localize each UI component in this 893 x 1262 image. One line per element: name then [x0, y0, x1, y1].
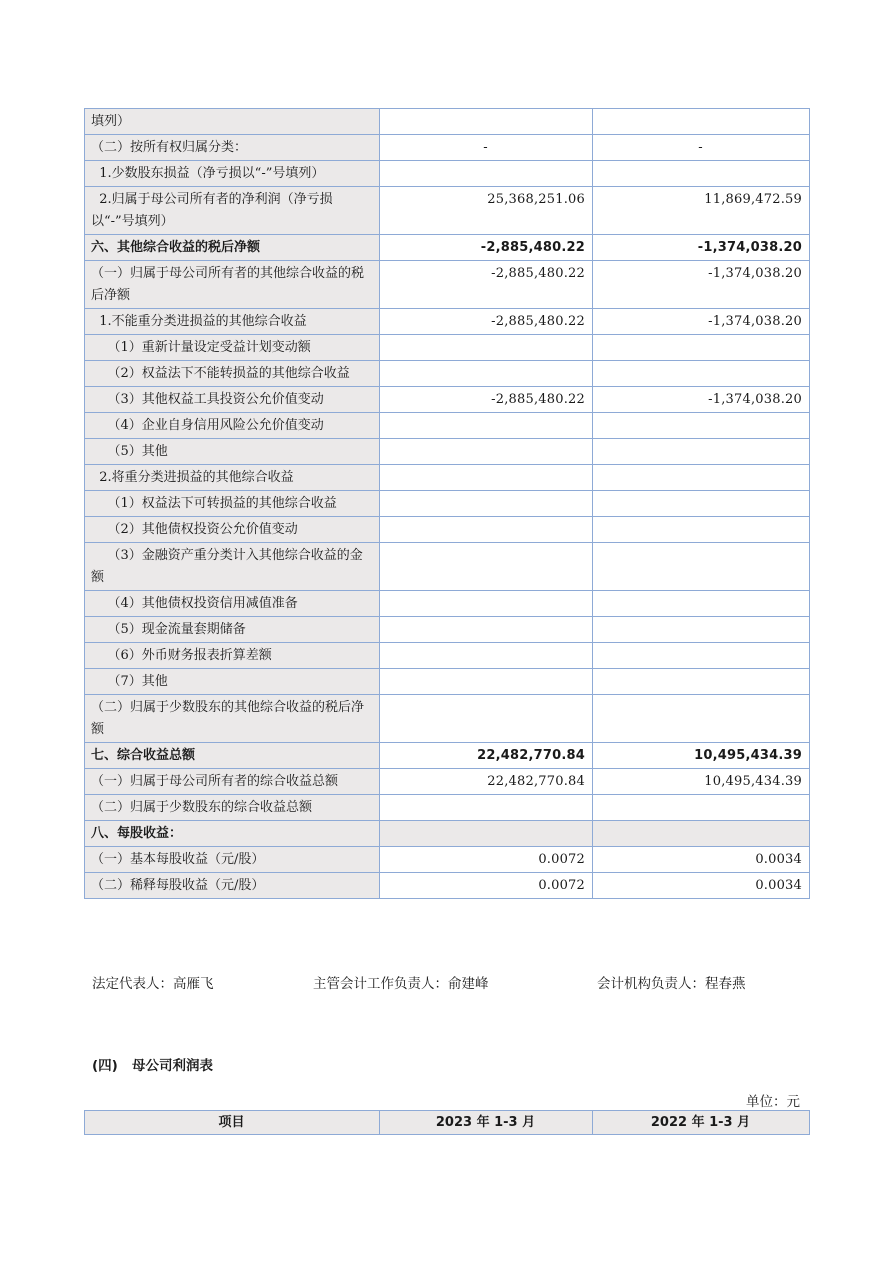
table-row	[85, 491, 810, 517]
table-row	[85, 743, 810, 769]
row-label: （5）现金流量套期储备	[85, 617, 380, 643]
value-2023: 25,368,251.06	[380, 187, 593, 235]
row-label: （二）按所有权归属分类：	[85, 135, 380, 161]
value-2022	[593, 695, 810, 743]
parent-income-statement-header	[84, 1110, 810, 1135]
table-row	[85, 669, 810, 695]
income-statement-table	[84, 108, 810, 899]
value-2023	[380, 795, 593, 821]
table-row	[85, 465, 810, 491]
value-2022	[593, 335, 810, 361]
row-label: 2.归属于母公司所有者的净利润（净亏损以“-”号填列）	[85, 187, 380, 235]
table-row	[85, 769, 810, 795]
row-label: 填列）	[85, 109, 380, 135]
section-title: (四) 母公司利润表	[92, 1058, 213, 1074]
value-2023	[380, 517, 593, 543]
table-row	[85, 795, 810, 821]
table-row	[85, 387, 810, 413]
value-2023: 0.0072	[380, 847, 593, 873]
value-2022	[593, 491, 810, 517]
value-2022: 0.0034	[593, 873, 810, 899]
value-2023: -2,885,480.22	[380, 261, 593, 309]
value-2022	[593, 669, 810, 695]
value-2023: -2,885,480.22	[380, 387, 593, 413]
table-row	[85, 187, 810, 235]
value-2022: 10,495,434.39	[593, 743, 810, 769]
header-2023: 2023 年 1-3 月	[380, 1111, 593, 1135]
row-label: （3）其他权益工具投资公允价值变动	[85, 387, 380, 413]
table-row	[85, 439, 810, 465]
accounting-head: 主管会计工作负责人：俞建峰	[313, 976, 489, 992]
value-2023	[380, 617, 593, 643]
value-2023	[380, 543, 593, 591]
row-label: （二）归属于少数股东的综合收益总额	[85, 795, 380, 821]
table-row	[85, 591, 810, 617]
row-label: （4）企业自身信用风险公允价值变动	[85, 413, 380, 439]
table-row	[85, 235, 810, 261]
row-label: （二）归属于少数股东的其他综合收益的税后净额	[85, 695, 380, 743]
row-label: 八、每股收益：	[85, 821, 380, 847]
value-2022: -1,374,038.20	[593, 235, 810, 261]
value-2022: 10,495,434.39	[593, 769, 810, 795]
table-row	[85, 109, 810, 135]
value-2022: -	[593, 135, 810, 161]
value-2022	[593, 413, 810, 439]
value-2022	[593, 361, 810, 387]
value-2023	[380, 695, 593, 743]
header-item: 项目	[85, 1111, 380, 1135]
row-label: （3）金融资产重分类计入其他综合收益的金额	[85, 543, 380, 591]
value-2023	[380, 335, 593, 361]
value-2023	[380, 465, 593, 491]
value-2022: -1,374,038.20	[593, 309, 810, 335]
value-2023: 22,482,770.84	[380, 743, 593, 769]
table-row	[85, 643, 810, 669]
row-label: （一）归属于母公司所有者的其他综合收益的税后净额	[85, 261, 380, 309]
row-label: （7）其他	[85, 669, 380, 695]
value-2023	[380, 669, 593, 695]
table-row	[85, 413, 810, 439]
value-2023: -	[380, 135, 593, 161]
table-row	[85, 309, 810, 335]
value-2022: -1,374,038.20	[593, 261, 810, 309]
row-label: （1）重新计量设定受益计划变动额	[85, 335, 380, 361]
table-row	[85, 695, 810, 743]
table-row	[85, 517, 810, 543]
value-2022: 0.0034	[593, 847, 810, 873]
table-row	[85, 161, 810, 187]
value-2022: -1,374,038.20	[593, 387, 810, 413]
value-2023	[380, 361, 593, 387]
value-2022: 11,869,472.59	[593, 187, 810, 235]
table-row	[85, 543, 810, 591]
value-2023	[380, 161, 593, 187]
value-2023	[380, 821, 593, 847]
value-2023: -2,885,480.22	[380, 235, 593, 261]
table-row	[85, 335, 810, 361]
value-2023	[380, 413, 593, 439]
row-label: （一）归属于母公司所有者的综合收益总额	[85, 769, 380, 795]
table-row	[85, 847, 810, 873]
value-2023	[380, 643, 593, 669]
table-row	[85, 135, 810, 161]
unit-label: 单位：元	[746, 1094, 800, 1110]
value-2022	[593, 109, 810, 135]
row-label: （2）权益法下不能转损益的其他综合收益	[85, 361, 380, 387]
row-label: 1.少数股东损益（净亏损以“-”号填列）	[85, 161, 380, 187]
row-label: （二）稀释每股收益（元/股）	[85, 873, 380, 899]
value-2022	[593, 591, 810, 617]
value-2023: 0.0072	[380, 873, 593, 899]
value-2023	[380, 591, 593, 617]
table-row	[85, 821, 810, 847]
table-row	[85, 873, 810, 899]
table-row	[85, 361, 810, 387]
value-2022	[593, 465, 810, 491]
row-label: （1）权益法下可转损益的其他综合收益	[85, 491, 380, 517]
table-row	[85, 617, 810, 643]
value-2023: -2,885,480.22	[380, 309, 593, 335]
row-label: （4）其他债权投资信用减值准备	[85, 591, 380, 617]
value-2023	[380, 491, 593, 517]
header-2022: 2022 年 1-3 月	[593, 1111, 810, 1135]
value-2022	[593, 517, 810, 543]
row-label: （6）外币财务报表折算差额	[85, 643, 380, 669]
value-2022	[593, 439, 810, 465]
value-2022	[593, 161, 810, 187]
value-2022	[593, 643, 810, 669]
row-label: （5）其他	[85, 439, 380, 465]
value-2022	[593, 821, 810, 847]
value-2022	[593, 617, 810, 643]
value-2023	[380, 109, 593, 135]
row-label: 1.不能重分类进损益的其他综合收益	[85, 309, 380, 335]
legal-representative: 法定代表人：高雁飞	[92, 976, 214, 992]
row-label: 六、其他综合收益的税后净额	[85, 235, 380, 261]
value-2023	[380, 439, 593, 465]
accounting-org-head: 会计机构负责人：程春燕	[597, 976, 746, 992]
row-label: （一）基本每股收益（元/股）	[85, 847, 380, 873]
table-row	[85, 261, 810, 309]
income-statement-body	[85, 109, 810, 899]
value-2023: 22,482,770.84	[380, 769, 593, 795]
value-2022	[593, 795, 810, 821]
row-label: 2.将重分类进损益的其他综合收益	[85, 465, 380, 491]
row-label: 七、综合收益总额	[85, 743, 380, 769]
row-label: （2）其他债权投资公允价值变动	[85, 517, 380, 543]
header-row	[85, 1111, 810, 1135]
value-2022	[593, 543, 810, 591]
